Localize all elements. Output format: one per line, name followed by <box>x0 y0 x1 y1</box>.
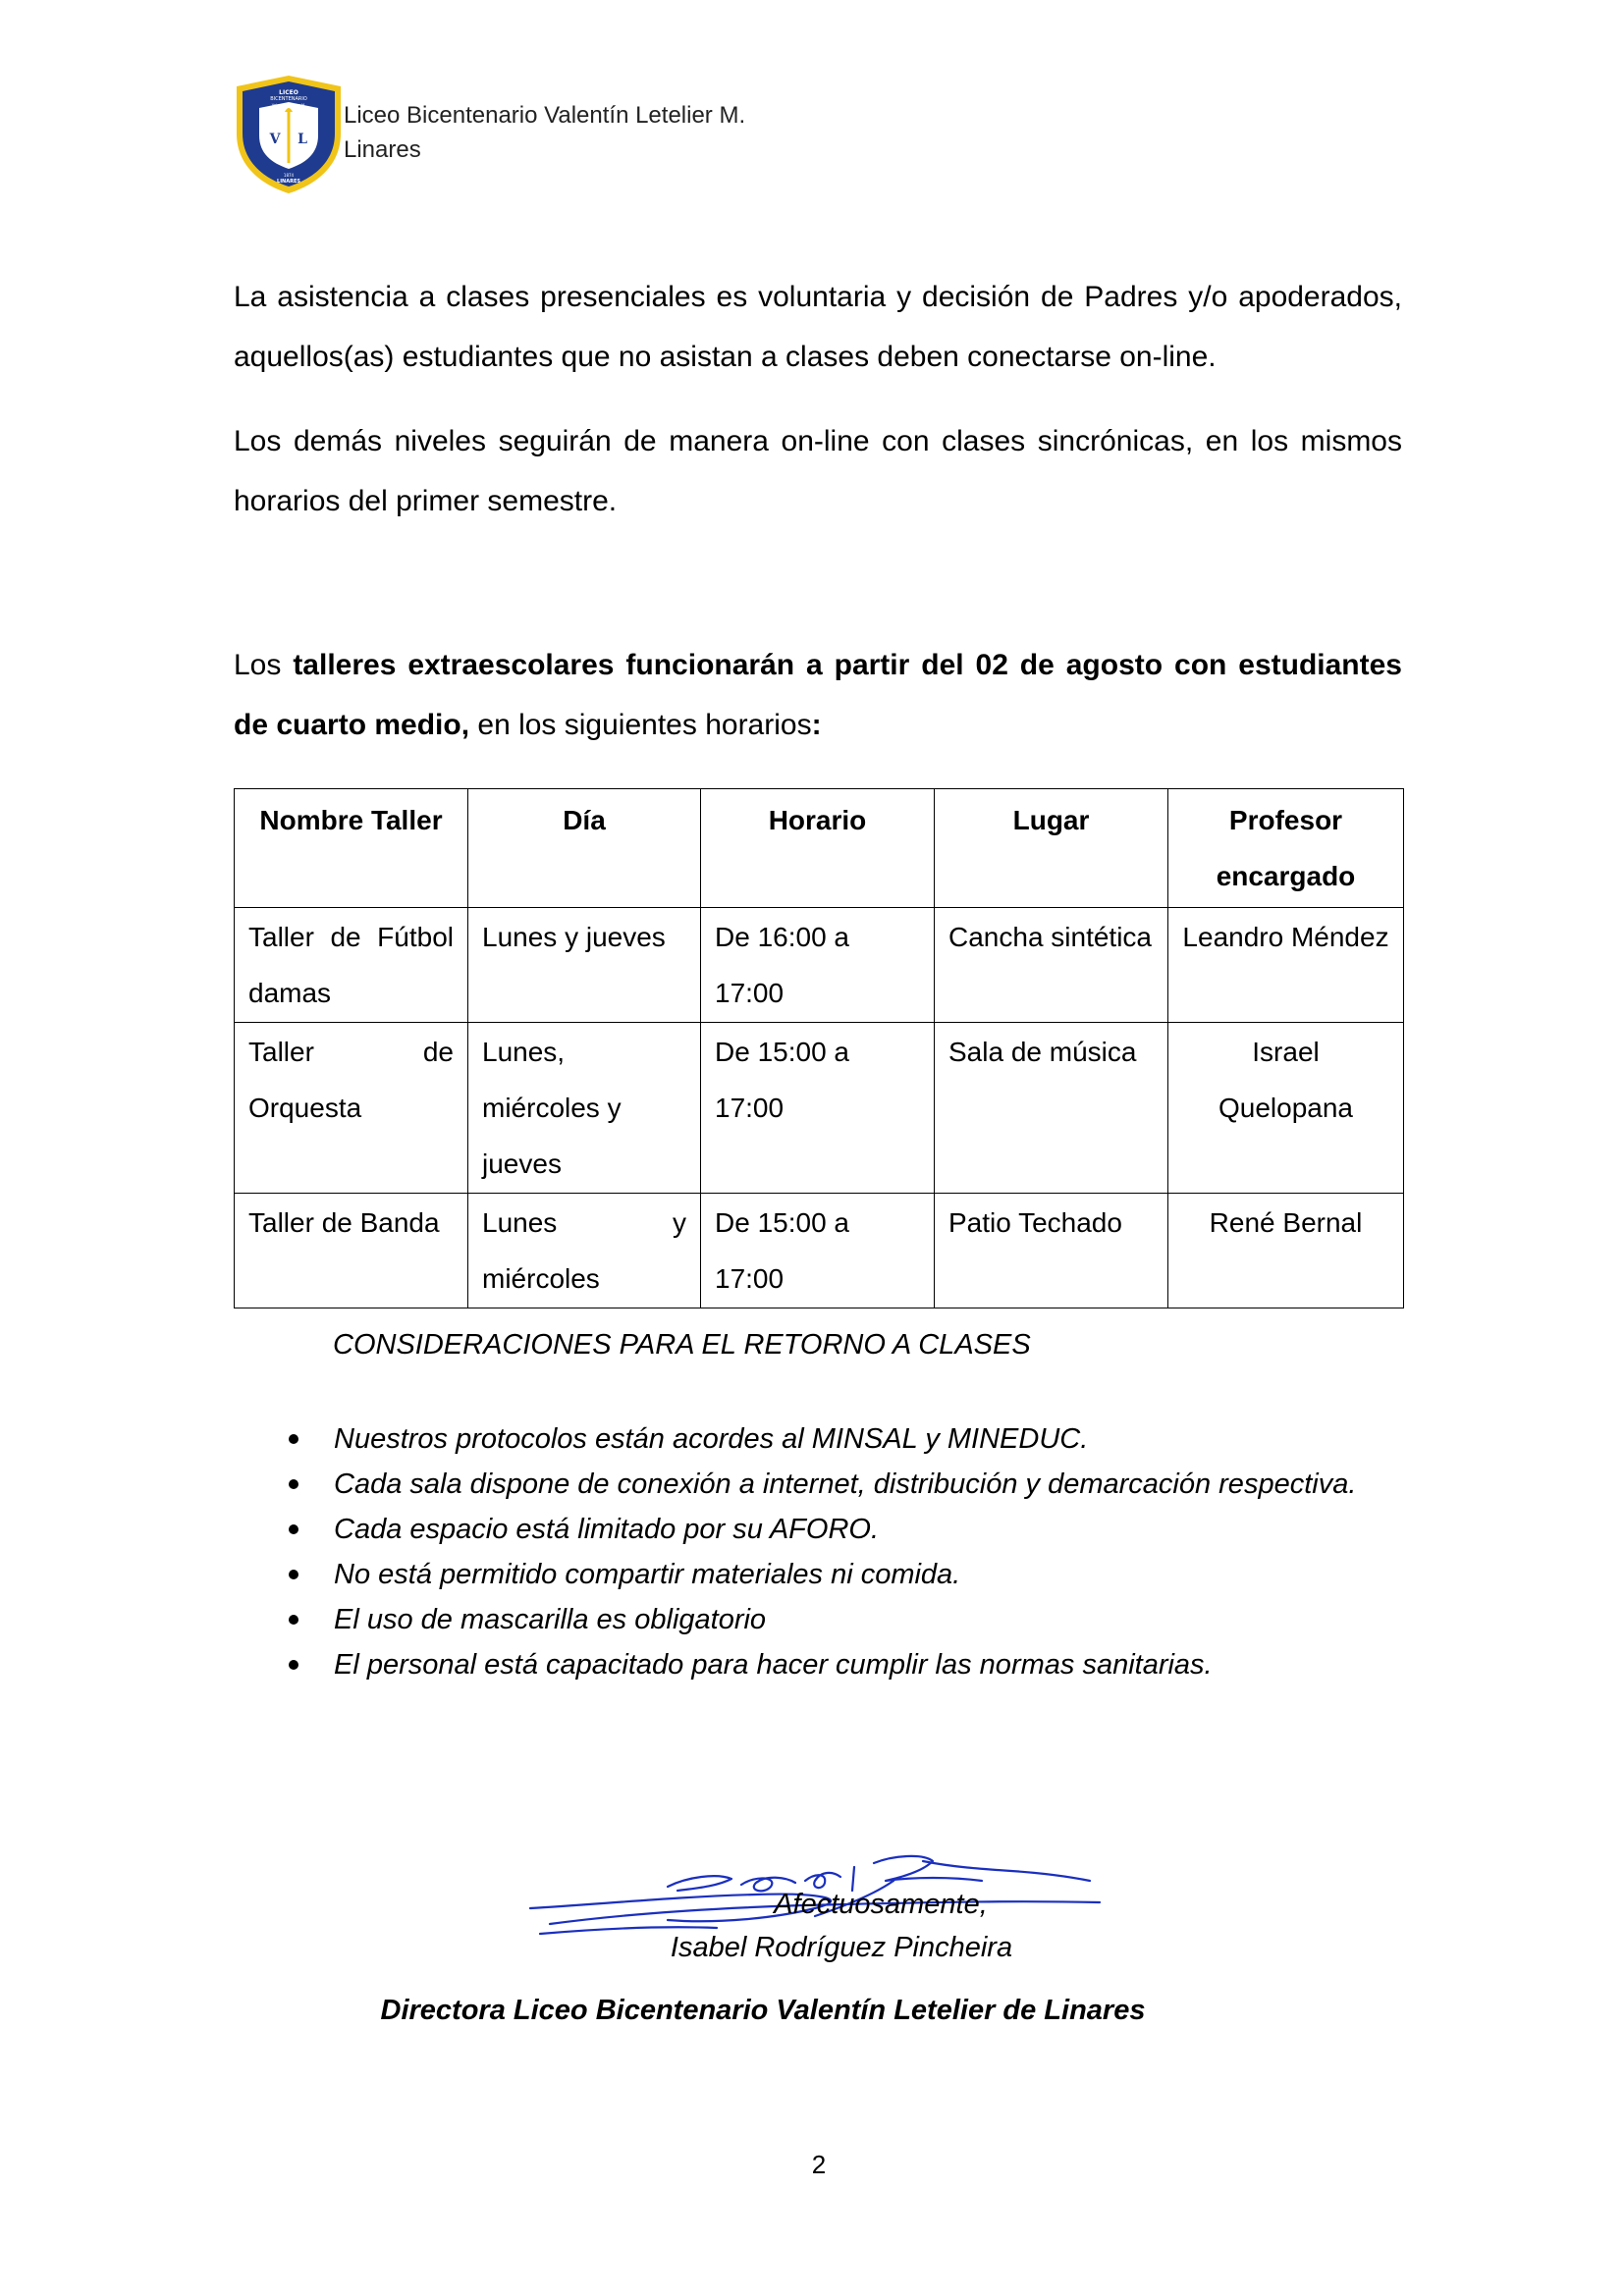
cell-time: De 15:00 a 17:00 <box>701 1194 935 1308</box>
header-city: Linares <box>344 136 421 163</box>
cell-name: Taller de Fútbol damas <box>235 908 468 1023</box>
bullet-icon <box>289 1660 298 1670</box>
bullet-icon <box>289 1524 298 1534</box>
school-logo <box>232 73 346 196</box>
list-item <box>285 1416 1356 1462</box>
bullet-icon <box>289 1570 298 1579</box>
table-row <box>235 908 1404 1023</box>
list-item-text: El personal está capacitado para hacer cumplir las normas sanitarias. <box>334 1649 1213 1681</box>
list-item <box>285 1552 1356 1597</box>
header-school-name: Liceo Bicentenario Valentín Letelier M. <box>344 102 746 129</box>
intro-bold: talleres extraescolares funcionarán a partir del 02 de agosto con estudiantes de cuarto medio, <box>234 649 1402 741</box>
cell-teacher: René Bernal <box>1168 1194 1404 1308</box>
cell-place: Patio Techado <box>935 1194 1168 1308</box>
list-item <box>285 1642 1356 1687</box>
list-item-text: El uso de mascarilla es obligatorio <box>334 1604 767 1635</box>
list-item-text: Nuestros protocolos están acordes al MINSAL y MINEDUC. <box>334 1423 1089 1455</box>
list-item-text: Cada espacio está limitado por su AFORO. <box>334 1514 880 1545</box>
list-item <box>285 1507 1356 1552</box>
list-item-text: No está permitido compartir materiales ni comida. <box>334 1559 961 1590</box>
cell-teacher: Leandro Méndez <box>1168 908 1404 1023</box>
col-header-time: Horario <box>701 789 935 908</box>
table-row <box>235 1194 1404 1308</box>
col-header-place: Lugar <box>935 789 1168 908</box>
col-header-day: Día <box>468 789 701 908</box>
intro-colon: : <box>811 709 822 741</box>
svg-text:L: L <box>298 132 307 147</box>
cell-day: Lunes y miércoles <box>468 1194 701 1308</box>
cell-place: Cancha sintética <box>935 908 1168 1023</box>
closing-role: Directora Liceo Bicentenario Valentín Letelier de Linares <box>380 1995 1146 2026</box>
paragraph-attendance: La asistencia a clases presenciales es voluntaria y decisión de Padres y/o apoderados, aquellos(as) estudiantes que no asistan a clases deben conectarse on-line. <box>234 281 1402 373</box>
page-number: 2 <box>811 2150 827 2179</box>
cell-time: De 16:00 a 17:00 <box>701 908 935 1023</box>
cell-time: De 15:00 a 17:00 <box>701 1023 935 1194</box>
col-header-name: Nombre Taller <box>235 789 468 908</box>
header-text <box>344 98 745 167</box>
svg-text:1874: 1874 <box>283 173 295 178</box>
intro-mid: en los siguientes horarios <box>469 709 812 741</box>
svg-text:LINARES: LINARES <box>277 179 300 185</box>
closing-name: Isabel Rodríguez Pincheira <box>670 1932 1013 1963</box>
cell-teacher: Israel Quelopana <box>1168 1023 1404 1194</box>
svg-text:BICENTENARIO: BICENTENARIO <box>270 96 307 102</box>
bullet-icon <box>289 1479 298 1489</box>
col-header-teacher: Profesor encargado <box>1168 789 1404 908</box>
list-item <box>285 1597 1356 1642</box>
considerations-title: CONSIDERACIONES PARA EL RETORNO A CLASES <box>333 1329 1031 1361</box>
list-item-text: Cada sala dispone de conexión a internet, distribución y demarcación respectiva. <box>334 1468 1357 1500</box>
svg-text:V: V <box>269 132 281 147</box>
svg-text:LICEO: LICEO <box>279 89 298 96</box>
table-row <box>235 1023 1404 1194</box>
cell-place: Sala de música <box>935 1023 1168 1194</box>
cell-day: Lunes, miércoles y jueves <box>468 1023 701 1194</box>
intro-prefix: Los <box>234 649 294 681</box>
workshops-table <box>234 788 1404 1308</box>
closing-farewell: Afectuosamente, <box>774 1889 988 1920</box>
cell-name: Taller de Banda <box>235 1194 468 1308</box>
bullet-icon <box>289 1615 298 1625</box>
table-header-row <box>235 789 1404 908</box>
considerations-list <box>285 1416 1356 1687</box>
cell-day: Lunes y jueves <box>468 908 701 1023</box>
bullet-icon <box>289 1434 298 1444</box>
paragraph-other-levels: Los demás niveles seguirán de manera on-line con clases sincrónicas, en los mismos horarios del primer semestre. <box>234 425 1402 517</box>
list-item <box>285 1462 1356 1507</box>
cell-name: Taller de Orquesta <box>235 1023 468 1194</box>
paragraph-workshops-intro <box>234 635 1402 755</box>
svg-text:Valentín Letelier M.: Valentín Letelier M. <box>271 103 306 107</box>
